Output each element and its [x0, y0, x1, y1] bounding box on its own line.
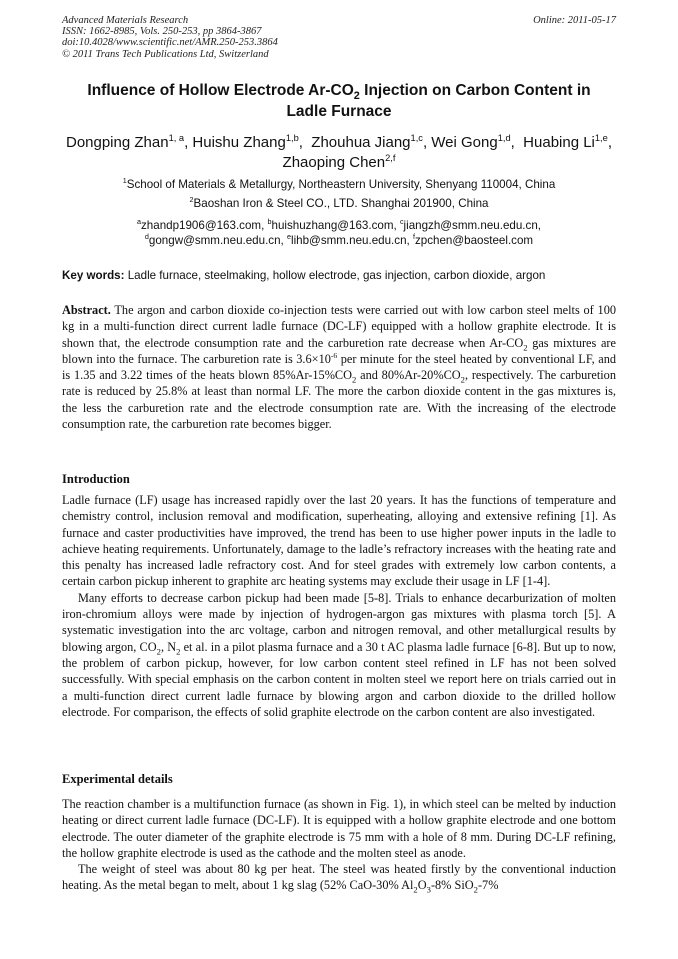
- journal-header: [62, 15, 278, 60]
- email-link[interactable]: zpchen@baosteel.com: [414, 234, 534, 247]
- doi-line: doi:10.4028/www.scientific.net/AMR.250-253.3864: [62, 37, 278, 49]
- section-heading-introduction: Introduction: [62, 472, 130, 486]
- paper-title: [62, 80, 616, 122]
- section-heading-experimental: Experimental details: [62, 772, 173, 786]
- abstract: Abstract. The argon and carbon dioxide co-injection tests were carried out with low carbon steel melts of 100 kg in a multi-function direct current ladle furnace (DC-LF) equipped with a hollow graphite electrode. It is shown that, the electrode consumption rate and the carburetion rate decrease when $Ar-CO_2$ gas mixtures are blown into the furnace. The carburetion rate is $3.6\times 10^{-6}$ per minute for the steel heated by conventional LF, and is 1.35 and 3.22 times of the heats blown $85\%Ar-15\%CO_2$ and $80\%Ar-20\%CO_2$, respectively. The carburetion rate is reduced by 25.8% at least than normal LF. The more the carbon dioxide content in the gas mixtures is, the less the carburetion rate and the electrode consumption rate are. With the increasing of the electrode consumption rate, the carburetion rate becomes bigger.: [62, 303, 616, 432]
- title-line-1: Influence of Hollow Electrode $Ar-CO_2$ Injection on Carbon Content in: [87, 82, 591, 103]
- title-line-2: Ladle Furnace: [286, 103, 392, 120]
- online-date: Online: 2011-05-17: [533, 15, 616, 26]
- abstract-label: Abstract.: [62, 303, 111, 317]
- email-list: $^a$zhandp1906@163.com, $^b$huishuzhang@163.com, $^c$jiangzh@smm.neu.edu.cn, $^d$gongw@smm.neu.edu.cn, $^e$lihb@smm.neu.edu.cn, $^f$zpchen@baosteel.com: [137, 217, 541, 247]
- author: Zhouhua Jiang: [311, 134, 411, 151]
- issn-line: ISSN: 1662-8985, Vols. 250-253, pp 3864-3867: [62, 26, 262, 38]
- keywords: Key words: Ladle furnace, steelmaking, hollow electrode, gas injection, carbon dioxide, argon: [62, 269, 546, 282]
- email-link[interactable]: jiangzh@smm.neu.edu.cn,: [403, 219, 541, 232]
- email-link[interactable]: gongw@smm.neu.edu.cn,: [148, 234, 287, 247]
- author: Huabing Li: [523, 134, 595, 151]
- author: Dongping Zhan: [65, 134, 169, 151]
- journal-name: Advanced Materials Research: [62, 15, 189, 26]
- paragraph: Many efforts to decrease carbon pickup had been made [5-8]. Trials to enhance decarburization of molten iron-chromium alloys were made by injection of hydrogen-argon gas mixtures with plasma torch [5]. A systematic investigation into the arc voltage, carbon and nitrogen removal, and other metallurgical results by blowing argon, $CO_2$, $N_2$ et al. in a pilot plasma furnace and a 30 t AC plasma ladle furnace [6-8]. But up to now, the problem of carbon pickup, however, for low carbon content steel refined in LF has not been solved successfully. With special emphasis on the carbon content in molten steel we report here on trials carried out in a multi-function direct current ladle furnace by blowing argon and carbon dioxide to the drilled hollow electrode. For comparison, the effects of solid graphite electrode on the carbon content are also investigated.: [62, 590, 616, 719]
- author-list: Dongping Zhan$^{1, a}$, Huishu Zhang$^{1,b}$, Zhouhua Jiang$^{1,c}$, Wei Gong$^{1,d}$, Huabing Li$^{1,e}$, Zhaoping Chen$^{2,f}$: [65, 133, 612, 171]
- experimental-body: [62, 796, 616, 894]
- paragraph: The weight of steel was about 80 kg per heat. The steel was heated firstly by the conventional induction heating. As the metal began to melt, about 1 kg slag (52% CaO-30% $Al_2O_3-8\%$ SiO$_2$-7%: [62, 862, 616, 895]
- paragraph: The reaction chamber is a multifunction furnace (as shown in Fig. 1), in which steel can be melted by induction heating or direct current ladle furnace (DC-LF). It is equipped with a hollow graphite electrode and one bottom electrode. The outer diameter of the graphite electrode is 75 mm with a hole of 8 mm. During DC-LF refining, the hollow graphite electrode is used as the cathode and the molten steel as anode.: [62, 797, 616, 860]
- copyright-line: © 2011 Trans Tech Publications Ltd, Switzerland: [62, 48, 269, 60]
- affiliation-2: $^2$Baoshan Iron & Steel CO., LTD. Shanghai 201900, China: [189, 195, 489, 210]
- email-link[interactable]: zhandp1906@163.com,: [141, 219, 268, 232]
- author: Wei Gong: [431, 134, 498, 151]
- author: Huishu Zhang: [192, 134, 286, 151]
- introduction-body: [62, 492, 616, 720]
- paragraph: Ladle furnace (LF) usage has increased rapidly over the last 20 years. It has the functions of temperature and chemistry control, inclusion removal and modification, superheating, alloying and extensive refining [1]. As furnace and caster productivities have improved, the trend has been to use higher power inputs in the ladle to achieve heating requirements. Unfortunately, damage to the ladle’s refractory increases with the heating rate and this penalty has increased ladle refractory cost. And for steel grades with extremely low carbon contents, a certain carbon pickup inherent to graphite arc heating systems may exclude their usage in LF [1-4].: [62, 493, 616, 589]
- author: Zhaoping Chen: [282, 154, 386, 171]
- email-link[interactable]: huishuzhang@163.com,: [271, 219, 400, 232]
- affiliation-1: $^1$School of Materials & Metallurgy, Northeastern University, Shenyang 110004, China: [122, 176, 556, 191]
- email-link[interactable]: lihb@smm.neu.edu.cn,: [291, 234, 413, 247]
